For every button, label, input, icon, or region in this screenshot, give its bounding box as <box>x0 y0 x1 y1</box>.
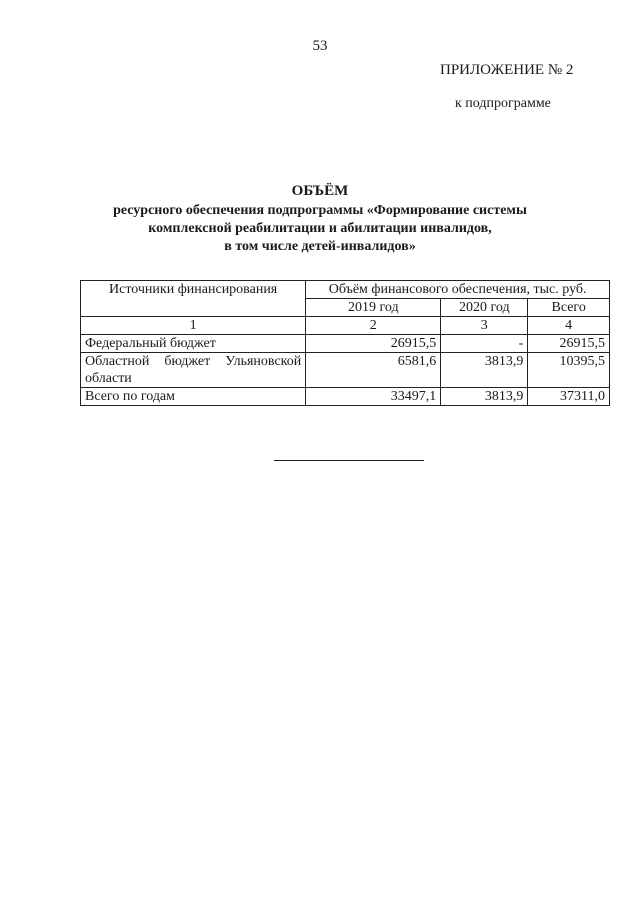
header-2020: 2020 год <box>441 299 528 317</box>
col-number: 3 <box>441 317 528 335</box>
table-row <box>81 353 610 388</box>
title-line-1: ресурсного обеспечения подпрограммы «Формирование системы <box>113 203 527 218</box>
source-cell: Областной бюджет Ульяновской области <box>81 353 306 388</box>
closing-rule <box>274 460 424 461</box>
document-title <box>60 183 580 256</box>
col-number: 4 <box>528 317 610 335</box>
value-total-cell: 37311,0 <box>528 388 610 406</box>
table-row <box>81 335 610 353</box>
title-line-2: комплексной реабилитации и абилитации инвалидов, <box>148 221 492 236</box>
header-source: Источники финансирования <box>81 281 306 317</box>
header-2019: 2019 год <box>306 299 441 317</box>
value-2019-cell: 26915,5 <box>306 335 441 353</box>
col-number: 1 <box>81 317 306 335</box>
page-number: 53 <box>312 38 328 54</box>
value-2020-cell: 3813,9 <box>441 388 528 406</box>
col-number: 2 <box>306 317 441 335</box>
table-header-row <box>81 281 610 299</box>
table-number-row <box>81 317 610 335</box>
title-line-3: в том числе детей-инвалидов» <box>224 239 416 254</box>
header-volume: Объём финансового обеспечения, тыс. руб. <box>306 281 610 299</box>
value-total-cell: 10395,5 <box>528 353 610 388</box>
header-total: Всего <box>528 299 610 317</box>
value-2019-cell: 33497,1 <box>306 388 441 406</box>
financing-table <box>80 280 610 406</box>
value-2020-cell: 3813,9 <box>441 353 528 388</box>
subprogram-reference: к подпрограмме <box>455 96 551 111</box>
source-cell: Всего по годам <box>81 388 306 406</box>
source-cell: Федеральный бюджет <box>81 335 306 353</box>
value-2019-cell: 6581,6 <box>306 353 441 388</box>
title-heading: ОБЪЁМ <box>291 183 349 199</box>
appendix-label: ПРИЛОЖЕНИЕ № 2 <box>440 62 574 78</box>
value-total-cell: 26915,5 <box>528 335 610 353</box>
value-2020-cell: - <box>441 335 528 353</box>
table-row <box>81 388 610 406</box>
